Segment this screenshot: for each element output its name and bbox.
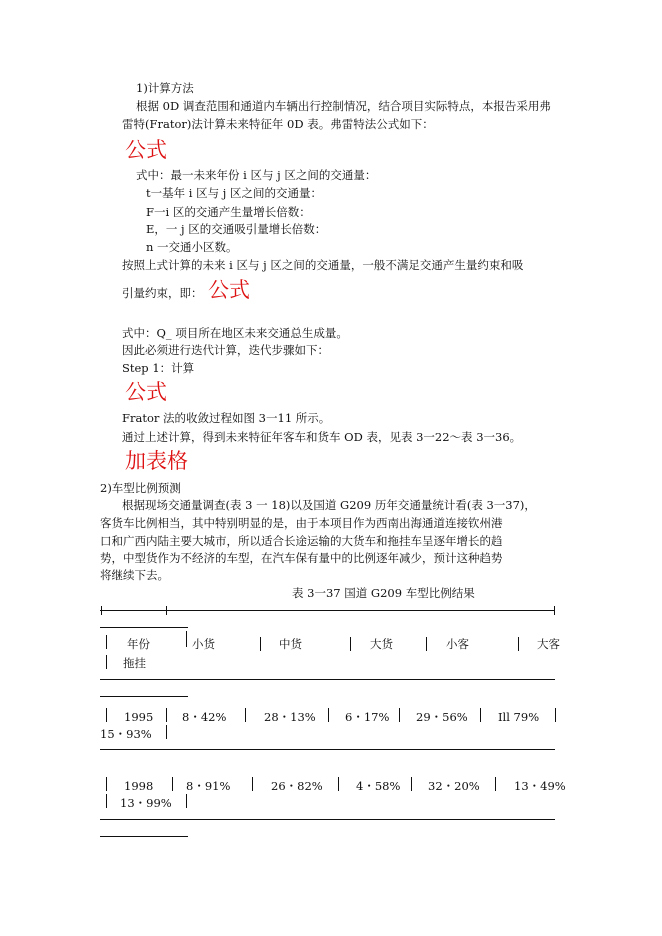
table-rule <box>100 819 555 820</box>
table-cell-year: 1998 <box>124 779 154 793</box>
table-header-large-bus: 大客 <box>537 637 560 651</box>
table-header-year: 年份 <box>127 637 150 651</box>
table-rule <box>100 749 555 750</box>
paragraph-line: 按照上式计算的未来 i 区与 j 区之间的交通量，一般不满足交通产生量约束和吸 <box>122 258 524 272</box>
paragraph-line: n 一交通小区数。 <box>146 240 238 254</box>
table-header-small-bus: 小客 <box>446 637 469 651</box>
table-rule <box>100 679 555 680</box>
table-cell: 28・13% <box>264 710 316 724</box>
table-cell: 26・82% <box>271 779 323 793</box>
paragraph-line: 式中：Q_ 项目所在地区未来交通总生成量。 <box>122 326 348 340</box>
table-header-light-truck: 小货 <box>192 637 215 651</box>
paragraph-line: 式中：最一未来年份 i 区与 j 区之间的交通量： <box>136 168 377 182</box>
formula-placeholder: 公式 <box>125 138 167 162</box>
paragraph-line: Frator 法的收敛过程如图 3一11 所示。 <box>122 411 331 425</box>
paragraph-line: E，一 j 区的交通吸引量增长倍数： <box>146 222 327 236</box>
table-cell: 13・49% <box>514 779 566 793</box>
table-header-medium-truck: 中货 <box>279 637 302 651</box>
paragraph-line: 口和广西内陆主要大城市，所以适合长途运输的大货车和拖挂车呈逐年增长的趋 <box>100 534 503 548</box>
table-header-heavy-truck: 大货 <box>370 637 393 651</box>
paragraph-line: 引量约束，即： <box>122 286 203 300</box>
table-rule <box>100 696 188 697</box>
table-cell-year: 1995 <box>124 710 154 724</box>
table-cell: Ill 79% <box>498 710 540 724</box>
table-cell: 6・17% <box>345 710 390 724</box>
table-rule <box>100 627 188 628</box>
table-cell: 8・42% <box>182 710 227 724</box>
table-cell: 8・91% <box>186 779 231 793</box>
paragraph-line: 通过上述计算，得到未来特征年客车和货车 OD 表，见表 3一22～表 3一36。 <box>122 430 522 444</box>
paragraph-line: 根据现场交通量调查(表 3 一 18)以及国道 G209 历年交通量统计看(表 3一37)， <box>122 498 536 512</box>
table-cell: 29・56% <box>416 710 468 724</box>
formula-placeholder: 公式 <box>208 278 250 302</box>
paragraph-line: 雷特(Frator)法计算未来特征年 0D 表。弗雷特法公式如下： <box>122 117 434 131</box>
paragraph-line: F一i 区的交通产生量增长倍数： <box>146 205 311 219</box>
formula-placeholder: 公式 <box>125 380 167 404</box>
table-header-trailer: 拖挂 <box>123 656 146 670</box>
table-cell: 15・93% <box>100 727 152 741</box>
table-placeholder: 加表格 <box>125 449 188 473</box>
table-cell: 13・99% <box>120 796 172 810</box>
paragraph-line: 势，中型货作为不经济的车型，在汽车保有量中的比例逐年减少，预计这种趋势 <box>100 551 503 565</box>
section-heading-vehicle-ratio: 2)车型比例预测 <box>100 481 181 495</box>
section-heading-calculation-method: 1)计算方法 <box>136 81 194 95</box>
table-caption: 表 3一37 国道 G209 车型比例结果 <box>292 586 475 600</box>
paragraph-line: 将继续下去。 <box>100 568 169 582</box>
table-cell: 32・20% <box>428 779 480 793</box>
table-cell: 4・58% <box>356 779 401 793</box>
paragraph-line: 客货车比例相当，其中特别明显的是，由于本项目作为西南出海通道连接钦州港 <box>100 516 503 530</box>
paragraph-line: 根据 0D 调查范围和通道内车辆出行控制情况，结合项目实际特点，本报告采用弗 <box>136 99 551 113</box>
paragraph-line: 因此必须进行迭代计算，迭代步骤如下： <box>122 343 329 357</box>
table-rule <box>100 610 555 611</box>
paragraph-line: Step 1：计算 <box>122 361 195 375</box>
table-rule <box>100 836 188 837</box>
paragraph-line: t一基年 i 区与 j 区之间的交通量： <box>146 186 322 200</box>
